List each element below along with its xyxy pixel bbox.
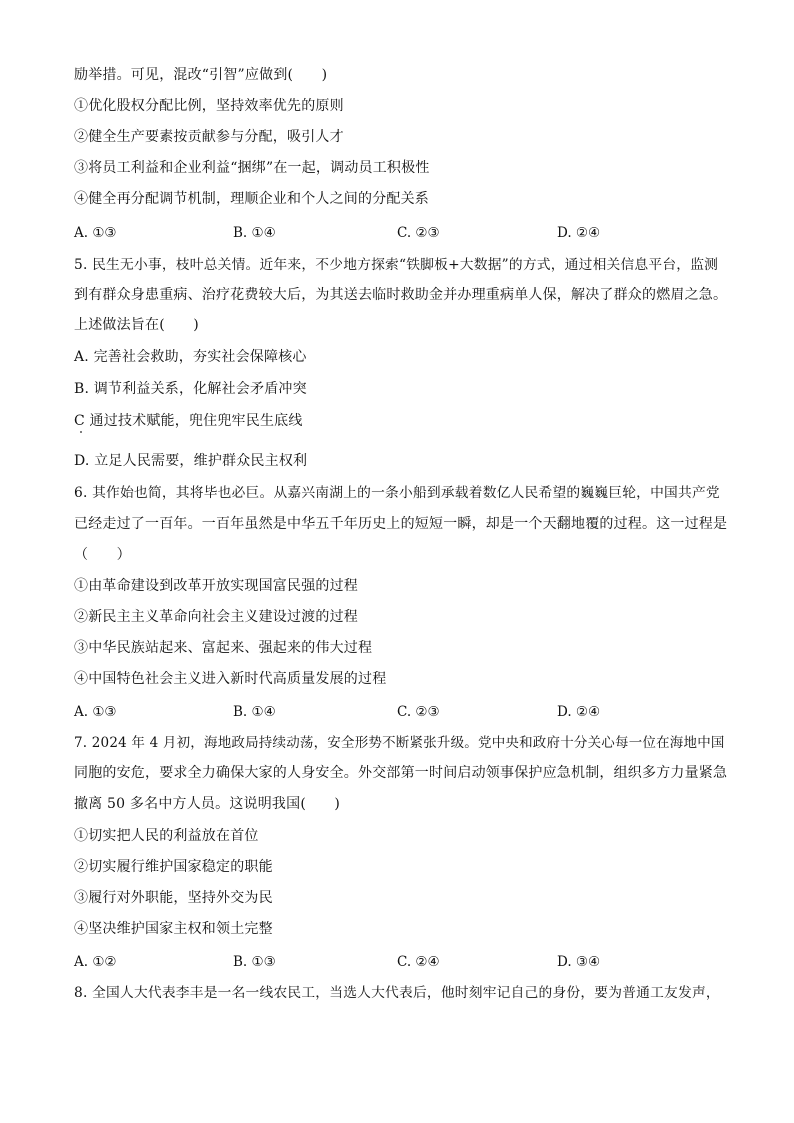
q4-option-c: C. ②③ xyxy=(397,225,440,241)
q7-option-b: B. ①③ xyxy=(233,954,276,970)
q4-item-1: ①优化股权分配比例，坚持效率优先的原则 xyxy=(74,98,344,114)
q4-item-3: ③将员工利益和企业利益“捆绑”在一起，调动员工积极性 xyxy=(74,160,430,176)
q6-option-b: B. ①④ xyxy=(233,704,276,720)
q4-option-b: B. ①④ xyxy=(233,225,276,241)
q7-item-4: ④坚决维护国家主权和领土完整 xyxy=(74,921,273,937)
q7-item-2: ②切实履行维护国家稳定的职能 xyxy=(74,859,273,875)
q4-option-d: D. ②④ xyxy=(557,225,601,241)
q7-option-a: A. ①② xyxy=(74,954,117,970)
q7-stem-line-1: 7. 2024 年 4 月初，海地政局持续动荡，安全形势不断紧张升级。党中央和政府十分关心每一位在海地中国 xyxy=(74,735,725,751)
q4-item-2: ②健全生产要素按贡献参与分配，吸引人才 xyxy=(74,129,344,145)
q5-stem-line-1: 5. 民生无小事，枝叶总关情。近年来，不少地方探索“铁脚板+大数据”的方式，通过相关信息平台，监测 xyxy=(74,257,719,273)
q4-option-a: A. ①③ xyxy=(74,225,117,241)
q4-item-4: ④健全再分配调节机制，理顺企业和个人之间的分配关系 xyxy=(74,191,429,207)
q7-item-3: ③履行对外职能，坚持外交为民 xyxy=(74,890,273,906)
stray-dot-mark xyxy=(80,431,82,433)
q5-stem-line-2: 到有群众身患重病、治疗花费较大后，为其送去临时救助金并办理重病单人保，解决了群众的燃眉之急。 xyxy=(74,287,728,303)
q5-option-d: D. 立足人民需要，维护群众民主权利 xyxy=(74,453,308,469)
q5-option-a: A. 完善社会救助，夯实社会保障核心 xyxy=(74,349,307,365)
q8-stem-line-1: 8. 全国人大代表李丰是一名一线农民工，当选人大代表后，他时刻牢记自己的身份，要为普通工友发声， xyxy=(74,985,720,1001)
q7-stem-line-3: 撤离 50 多名中方人员。这说明我国( ) xyxy=(74,796,341,812)
q5-option-b: B. 调节利益关系，化解社会矛盾冲突 xyxy=(74,381,307,397)
q7-stem-line-2: 同胞的安危，要求全力确保大家的人身安全。外交部第一时间启动领事保护应急机制，组织多方力量紧急 xyxy=(74,765,728,781)
q6-stem-line-1: 6. 其作始也简，其将毕也必巨。从嘉兴南湖上的一条小船到承载着数亿人民希望的巍巍巨轮，中国共产党 xyxy=(74,485,720,501)
q5-stem-line-3: 上述做法旨在( ) xyxy=(74,317,199,333)
q7-option-c: C. ②④ xyxy=(397,954,440,970)
q7-item-1: ①切实把人民的利益放在首位 xyxy=(74,828,259,844)
q6-option-a: A. ①③ xyxy=(74,704,117,720)
q6-item-1: ①由革命建设到改革开放实现国富民强的过程 xyxy=(74,578,358,594)
q6-stem-line-2: 已经走过了一百年。一百年虽然是中华五千年历史上的短短一瞬，却是一个天翻地覆的过程。这一过程是 xyxy=(74,516,728,532)
q6-stem-line-3: （ ） xyxy=(74,547,131,563)
q7-option-d: D. ③④ xyxy=(557,954,601,970)
q5-option-c: C 通过技术赋能，兜住兜牢民生底线 xyxy=(74,413,303,429)
q6-option-d: D. ②④ xyxy=(557,704,601,720)
q6-item-3: ③中华民族站起来、富起来、强起来的伟大过程 xyxy=(74,640,373,656)
q6-option-c: C. ②③ xyxy=(397,704,440,720)
q6-item-4: ④中国特色社会主义进入新时代高质量发展的过程 xyxy=(74,671,387,687)
q6-item-2: ②新民主主义革命向社会主义建设过渡的过程 xyxy=(74,609,358,625)
q4-intro-tail: 励举措。可见，混改“引智”应做到( ) xyxy=(74,67,328,83)
